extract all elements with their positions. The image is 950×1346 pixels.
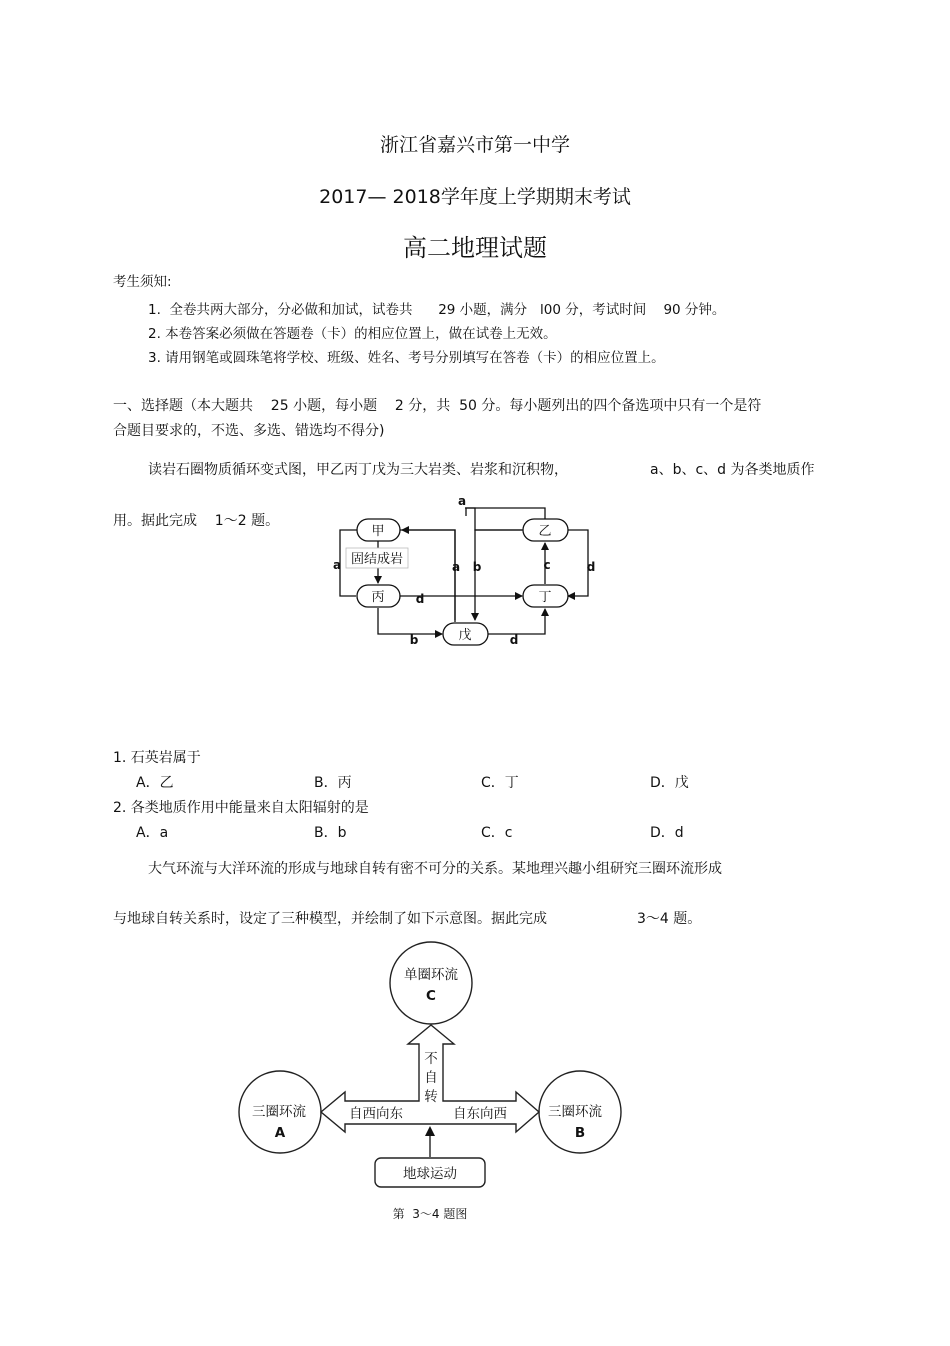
q2-option-a: A．a [136, 825, 169, 841]
east-to-west-label: 自东向西 [453, 1106, 507, 1122]
q2-option-d: D．d [650, 825, 684, 841]
no-rotation-char: 转 [424, 1089, 438, 1105]
circle-single-cell [390, 942, 472, 1024]
figure-caption: 第 3～4 题图 [392, 1207, 468, 1221]
earth-motion-label: 地球运动 [403, 1166, 457, 1182]
page-title: 高二地理试题 [403, 234, 547, 262]
edge-label-b: b [409, 633, 419, 647]
no-rotation-char: 不 [424, 1051, 438, 1067]
circle-a-letter: A [274, 1125, 286, 1141]
intro2-text-right: 3～4 题。 [637, 911, 702, 927]
no-rotation-char: 自 [424, 1070, 438, 1086]
edge-label-b: b [472, 560, 482, 574]
intro2-text-cont: 与地球自转关系时，设定了三种模型，并绘制了如下示意图。据此完成 [113, 911, 547, 927]
circle-a-label: 三圈环流 [252, 1104, 306, 1120]
edge-label-a: a [457, 494, 467, 508]
intro-text: 读岩石圈物质循环变式图，甲乙丙丁戊为三大岩类、岩浆和沉积物， [148, 462, 568, 478]
intro-text-cont: 用。据此完成 1～2 题。 [113, 513, 280, 529]
q1-option-c: C．丁 [481, 775, 519, 791]
q1-option-b: B．丙 [314, 775, 352, 791]
exam-term: 2017— 2018学年度上学期期末考试 [319, 186, 631, 208]
node-wu-label: 戊 [458, 628, 472, 643]
section-heading-cont: 合题目要求的，不选、多选、错选均不得分) [113, 423, 385, 439]
circle-b-letter: B [574, 1125, 586, 1141]
q1-option-d: D．戊 [650, 775, 689, 791]
node-ding-label: 丁 [538, 590, 552, 605]
circle-c-letter: C [426, 988, 436, 1004]
edge-label-a: a [451, 560, 461, 574]
node-yi-label: 乙 [538, 524, 552, 539]
intro2-text: 大气环流与大洋环流的形成与地球自转有密不可分的关系。某地理兴趣小组研究三圈环流形成 [148, 861, 722, 877]
edge-label-a: a [332, 558, 342, 572]
edge-label-d: d [586, 560, 596, 574]
notice-heading: 考生须知: [113, 274, 172, 290]
edge-label-c: c [543, 558, 551, 572]
edge-label-d: d [415, 592, 425, 606]
section-heading: 一、选择题（本大题共 25 小题，每小题 2 分，共 50 分。每小题列出的四个备选项中只有一个是符 [113, 398, 762, 414]
up-small-arrow-icon [425, 1126, 435, 1136]
consolidation-label: 固结成岩 [350, 552, 404, 567]
node-jia-label: 甲 [371, 524, 385, 539]
school-name: 浙江省嘉兴市第一中学 [379, 134, 570, 156]
circle-b-label: 三圈环流 [548, 1104, 602, 1120]
notice-item: 2. 本卷答案必须做在答题卷（卡）的相应位置上，做在试卷上无效。 [148, 326, 557, 342]
edge-label-d: d [509, 633, 519, 647]
intro-text-right: a、b、c、d 为各类地质作 [650, 462, 815, 478]
notice-item: 3. 请用钢笔或圆珠笔将学校、班级、姓名、考号分别填写在答卷（卡）的相应位置上。 [148, 350, 665, 366]
q2-option-b: B．b [314, 825, 347, 841]
q2-option-c: C．c [481, 825, 513, 841]
node-bing-label: 丙 [371, 590, 385, 605]
q1-option-a: A．乙 [136, 775, 174, 791]
question-2-stem: 2. 各类地质作用中能量来自太阳辐射的是 [113, 800, 369, 816]
question-1-stem: 1. 石英岩属于 [113, 750, 201, 766]
notice-item: 1. 全卷共两大部分，分必做和加试，试卷共 29 小题，满分 l00 分，考试时间 90 分钟。 [148, 302, 726, 318]
west-to-east-label: 自西向东 [349, 1106, 403, 1122]
circle-c-label: 单圈环流 [404, 967, 458, 983]
